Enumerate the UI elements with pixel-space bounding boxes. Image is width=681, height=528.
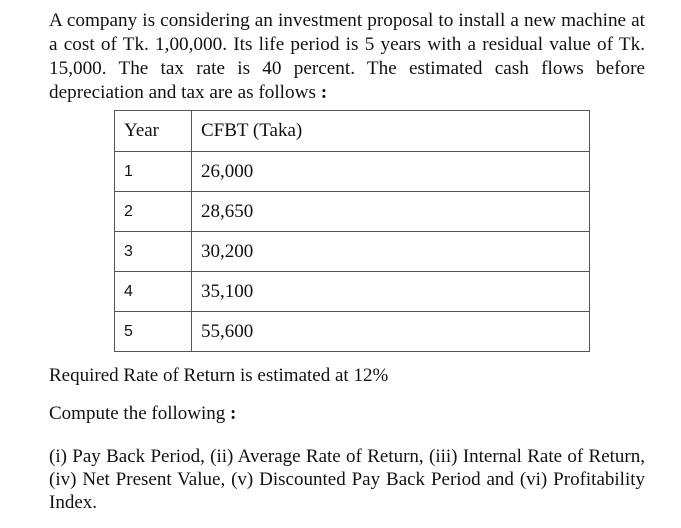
year-cell: 3 — [115, 232, 192, 272]
compute-instruction-text: Compute the following — [49, 403, 226, 424]
cfbt-cell: 55,600 — [192, 312, 590, 352]
problem-statement-text: A company is considering an investment proposal to install a new machine at a cost of Tk. 1,00,000. Its life period is 5 years with a residual value of Tk. 15,000. The tax rate is 40 percent. The estimated cash flows before depreciation and tax are as follows — [49, 10, 645, 103]
problem-statement-colon: : — [315, 82, 328, 103]
year-cell: 2 — [115, 192, 192, 232]
cash-flow-table — [114, 110, 590, 352]
table-row — [115, 192, 590, 232]
table-header-row — [115, 111, 590, 152]
problem-statement — [49, 9, 645, 105]
table-row — [115, 272, 590, 312]
task-list: (i) Pay Back Period, (ii) Average Rate of Return, (iii) Internal Rate of Return, (iv) Net Present Value, (v) Discounted Pay Back Period and (vi) Profitability Index. — [49, 446, 645, 513]
header-cfbt: CFBT (Taka) — [192, 111, 590, 152]
table-row — [115, 232, 590, 272]
compute-instruction-colon: : — [225, 403, 237, 424]
header-year: Year — [115, 111, 192, 152]
year-cell: 5 — [115, 312, 192, 352]
cfbt-cell: 30,200 — [192, 232, 590, 272]
compute-instruction — [49, 403, 236, 425]
year-cell: 1 — [115, 152, 192, 192]
cfbt-cell: 35,100 — [192, 272, 590, 312]
required-rate-text: Required Rate of Return is estimated at 12% — [49, 365, 389, 386]
table-row — [115, 152, 590, 192]
cfbt-cell: 26,000 — [192, 152, 590, 192]
cfbt-cell: 28,650 — [192, 192, 590, 232]
table-row — [115, 312, 590, 352]
year-cell: 4 — [115, 272, 192, 312]
